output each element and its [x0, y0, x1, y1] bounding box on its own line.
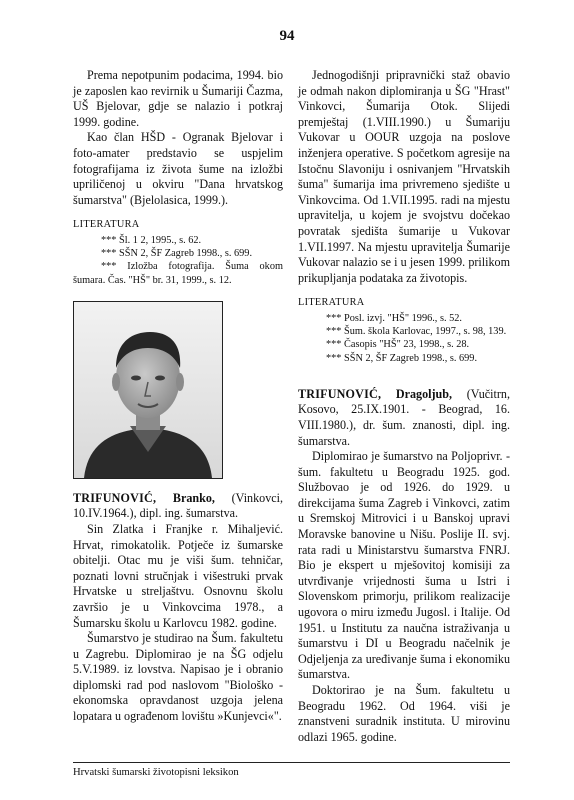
entry-heading — [73, 491, 283, 522]
entry-paragraph: Doktorirao je na Šum. fakultetu u Beogradu 1962. Od 1964. viši je znanstveni suradnik instituta. U mirovinu odlazi 1965. godine. — [298, 683, 510, 744]
literatura-item: *** Posl. izvj. "HŠ" 1996., s. 52. — [326, 312, 462, 324]
intro-paragraph: Kao član HŠD - Ogranak Bjelovar i foto-amater predstavio se uspjelim fotografijama iz života šume na izložbi upriličenoj u okviru "Dana hrvatskog šumarstva" (Bjelolasica, 1999.). — [73, 130, 283, 207]
portrait-photo — [73, 301, 223, 479]
entry-paragraph: Diplomirao je šumarstvo na Poljoprivr. - šum. fakultetu u Beogradu 1925. god. Službovao je od 1926. do 1929. u direkcijama šuma Zagreb i Vinkovci, zatim u Sremskoj Mitrovici i u Banskoj upravi Moravske banovine u Nišu. Poslije II. svj. rata radi u Ministarstvu šumarstva FNRJ. Bio je ekspert u mješovitoj komisiji za utvrđivanje vrijednosti šuma u Istri i Slovenskom primorju, prilikom realizacije ugovora o miru između Jugosl. i Italije. Od 1951. u Institutu za naučna istraživanja u šumarstvu i DI u Beogradu načelnik je Odjeljenja za uređivanje šuma i ekonomiku šumarstva. — [298, 449, 510, 682]
entry-paragraph: Šumarstvo je studirao na Šum. fakultetu u Zagrebu. Diplomirao je na ŠG odjelu 5.V.1989. iz lovstva. Napisao je i obranio diplomski rad pod naslovom "Biološko - ekonomska opravdanost uzgoja jelena lopatara u ograđenom lovištu »Kunjevci«". — [73, 631, 283, 724]
literatura-list — [73, 234, 283, 287]
footer-title: Hrvatski šumarski životopisni leksikon — [73, 767, 239, 778]
literatura-heading: LITERATURA — [298, 297, 365, 309]
literatura-list — [298, 312, 510, 365]
left-column — [73, 68, 283, 725]
literatura-item: *** Izložba fotografija. Šuma okom šumara. Čas. "HŠ" br. 31, 1999., s. 12. — [73, 261, 283, 286]
literatura-item: *** Šl. 1 2, 1995., s. 62. — [101, 234, 202, 246]
entry-heading — [298, 387, 510, 449]
entry-surname: TRIFUNOVIĆ, — [73, 490, 157, 505]
entry-details: (Vinkovci, 10.IV.1964.), dipl. ing. šumarstva. — [73, 490, 283, 521]
literatura-heading: LITERATURA — [73, 219, 140, 231]
right-column — [298, 68, 510, 745]
entry-details: (Vučitrn, Kosovo, 25.IX.1901. - Beograd, 16. VIII.1980.), dr. šum. znanosti, dipl. ing. šumarstva. — [298, 386, 510, 448]
footer-rule — [73, 762, 510, 763]
intro-paragraph: Jednogodišnji pripravnički staž obavio je odmah nakon diplomiranja u ŠG "Hrast" Vinkovci, Šumarija Otok. Slijedi premještaj (1.VIII.1990.) u Šumariju Vukovar u OOUR uzgoja na poslove inženjera operative. S početkom agresije na Istočnu Slavoniju i osnivanjem "Hrvatskih šuma" šumarija ima privremeno sjedište u Vinkovcima. Od 1.VII.1995. radi na mjestu upravitelja, u kojem je svojstvu dočekao povratak sjedišta šumarije u Vukovar 1.VII.1997. Na mjestu upravitelja Šumarije Vukovar nalazio se i u jesen 1999. prilikom prikupljanja podataka za životopis. — [298, 68, 510, 285]
entry-paragraph: Sin Zlatka i Franjke r. Mihaljević. Hrvat, rimokatolik. Potječe iz šumarske obitelji. Otac mu je viši šum. tehničar, poznati lovni stručnjak i višestruki prvak Hrvatske u streljaštvu. Osnovnu školu završio je u Vinkovcima 1978., a Šumarsku školu u Karlovcu 1982. godine. — [73, 521, 283, 630]
literatura-item: *** SŠN 2, ŠF Zagreb 1998., s. 699. — [326, 352, 478, 364]
entry-given-name: Dragoljub, — [395, 386, 452, 401]
page-number: 94 — [279, 28, 295, 44]
literatura-item: *** SŠN 2, ŠF Zagreb 1998., s. 699. — [101, 248, 253, 260]
entry-given-name: Branko, — [172, 490, 215, 505]
literatura-item: *** Časopis "HŠ" 23, 1998., s. 28. — [326, 339, 470, 351]
portrait-illustration — [74, 302, 222, 478]
literatura-item: *** Šum. škola Karlovac, 1997., s. 98, 139. — [326, 326, 507, 338]
entry-surname: TRIFUNOVIĆ, — [298, 386, 382, 401]
intro-paragraph: Prema nepotpunim podacima, 1994. bio je zaposlen kao revirnik u Šumariji Čazma, UŠ Bjelovar, gdje se nalazio i potkraj 1999. godine. — [73, 68, 283, 129]
